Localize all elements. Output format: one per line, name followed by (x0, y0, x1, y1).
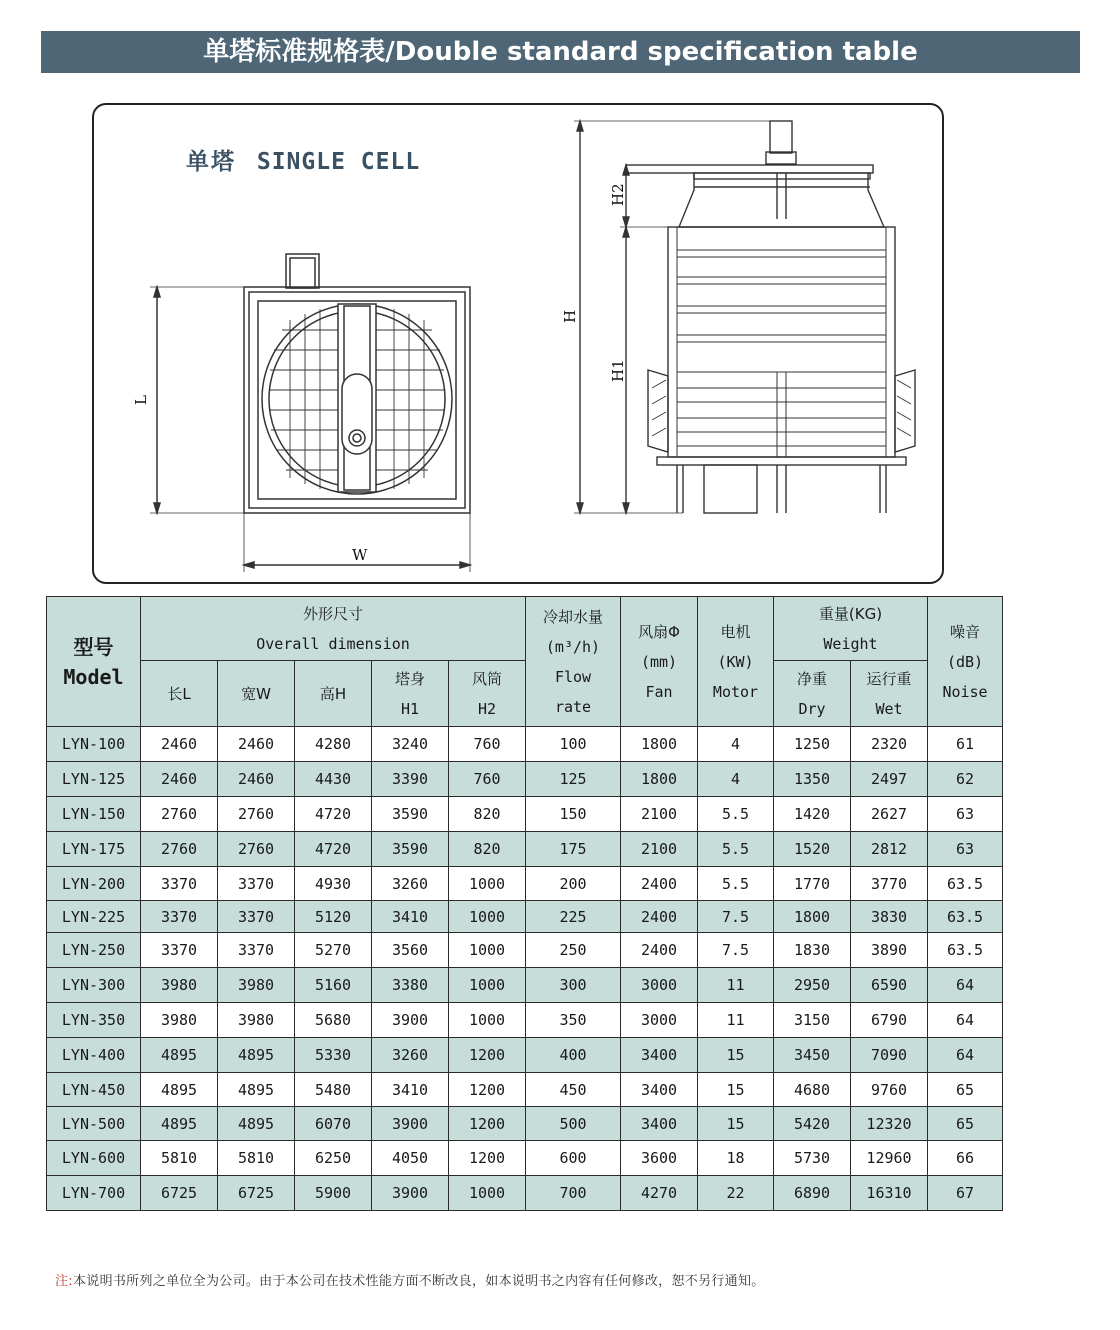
cell-h1: 3590 (372, 832, 449, 867)
cell-length: 3370 (141, 901, 218, 933)
cell-fan: 3000 (621, 968, 698, 1003)
cell-model: LYN-300 (47, 968, 141, 1003)
cell-fan: 3400 (621, 1073, 698, 1107)
cell-h2: 1200 (449, 1073, 526, 1107)
cell-model: LYN-400 (47, 1038, 141, 1073)
cell-length: 2760 (141, 832, 218, 867)
table-row (47, 727, 1003, 762)
header-h1-zh: 塔身 (394, 669, 425, 688)
header-width (218, 661, 295, 727)
cell-width: 2460 (218, 727, 295, 762)
cell-fan: 4270 (621, 1176, 698, 1211)
cell-noise: 63.5 (928, 933, 1003, 968)
cell-h1: 3390 (372, 762, 449, 797)
cell-dry-weight: 5730 (774, 1141, 851, 1176)
header-wet-en: Wet (875, 699, 903, 718)
cell-dry-weight: 3150 (774, 1003, 851, 1038)
cell-width: 2460 (218, 762, 295, 797)
cell-noise: 65 (928, 1073, 1003, 1107)
cell-motor: 5.5 (698, 832, 774, 867)
cell-motor: 15 (698, 1107, 774, 1141)
cell-wet-weight: 2320 (851, 727, 928, 762)
cell-model: LYN-175 (47, 832, 141, 867)
table-row (47, 1176, 1003, 1211)
cell-noise: 64 (928, 968, 1003, 1003)
page-title: 单塔标准规格表/Double standard specification table (203, 37, 918, 67)
cell-h2: 1000 (449, 901, 526, 933)
cell-width: 3980 (218, 968, 295, 1003)
cell-h2: 1000 (449, 867, 526, 901)
table-body (47, 727, 1003, 1211)
cell-dry-weight: 1830 (774, 933, 851, 968)
header-h1-en: H1 (400, 699, 420, 718)
cell-h2: 1000 (449, 933, 526, 968)
cell-noise: 67 (928, 1176, 1003, 1211)
header-fan-unit: (mm) (640, 652, 678, 671)
cell-width: 5810 (218, 1141, 295, 1176)
footer-note-mark: 注: (55, 1274, 73, 1289)
dim-label-h2: H2 (609, 183, 627, 206)
header-motor (698, 597, 774, 727)
table-row (47, 1073, 1003, 1107)
header-flow-rate (526, 597, 621, 727)
cell-model: LYN-100 (47, 727, 141, 762)
cell-motor: 15 (698, 1073, 774, 1107)
cell-width: 6725 (218, 1176, 295, 1211)
cell-length: 2460 (141, 727, 218, 762)
table-row (47, 1141, 1003, 1176)
cell-flow: 700 (526, 1176, 621, 1211)
table-header-row-1 (47, 597, 1003, 661)
cell-width: 4895 (218, 1038, 295, 1073)
cell-motor: 4 (698, 762, 774, 797)
cell-model: LYN-250 (47, 933, 141, 968)
cell-noise: 62 (928, 762, 1003, 797)
header-motor-en: Motor (712, 682, 759, 701)
table-row (47, 797, 1003, 832)
cell-noise: 63 (928, 797, 1003, 832)
cell-dry-weight: 5420 (774, 1107, 851, 1141)
cell-height: 5900 (295, 1176, 372, 1211)
dim-label-l: L (132, 395, 150, 405)
cell-width: 4895 (218, 1073, 295, 1107)
header-noise-unit: (dB) (946, 652, 984, 671)
cell-h1: 3260 (372, 1038, 449, 1073)
header-noise (928, 597, 1003, 727)
cell-dry-weight: 2950 (774, 968, 851, 1003)
cell-h2: 820 (449, 797, 526, 832)
cell-title-en: SINGLE CELL (256, 149, 421, 175)
cell-flow: 450 (526, 1073, 621, 1107)
cell-h2: 760 (449, 727, 526, 762)
cell-wet-weight: 6590 (851, 968, 928, 1003)
cell-noise: 64 (928, 1038, 1003, 1073)
header-fan-en: Fan (645, 682, 673, 701)
cell-dry-weight: 6890 (774, 1176, 851, 1211)
cell-motor: 11 (698, 1003, 774, 1038)
cell-height: 4280 (295, 727, 372, 762)
header-weight (774, 597, 928, 661)
cell-width: 3980 (218, 1003, 295, 1038)
cell-wet-weight: 6790 (851, 1003, 928, 1038)
cell-height: 5680 (295, 1003, 372, 1038)
cell-motor: 5.5 (698, 797, 774, 832)
header-h2-en: H2 (477, 699, 497, 718)
footer-note (55, 1270, 765, 1289)
cell-model: LYN-350 (47, 1003, 141, 1038)
cell-height: 6250 (295, 1141, 372, 1176)
cell-h2: 1200 (449, 1141, 526, 1176)
cell-fan: 2400 (621, 867, 698, 901)
header-fan (621, 597, 698, 727)
cell-h1: 3560 (372, 933, 449, 968)
cell-h1: 3240 (372, 727, 449, 762)
cell-flow: 400 (526, 1038, 621, 1073)
cell-height: 5480 (295, 1073, 372, 1107)
header-dry-en: Dry (798, 699, 826, 718)
cell-wet-weight: 2627 (851, 797, 928, 832)
cell-h2: 820 (449, 832, 526, 867)
cell-fan: 1800 (621, 762, 698, 797)
cell-title-zh: 单塔 (186, 149, 236, 175)
header-overall-dimension (141, 597, 526, 661)
cell-dry-weight: 1770 (774, 867, 851, 901)
cell-h1: 3380 (372, 968, 449, 1003)
tower-drawings (0, 0, 1120, 600)
header-weight-zh: 重量(KG) (818, 604, 883, 623)
cell-h1: 3410 (372, 1073, 449, 1107)
cell-fan: 2400 (621, 933, 698, 968)
cell-wet-weight: 3830 (851, 901, 928, 933)
cell-flow: 300 (526, 968, 621, 1003)
cell-length: 3370 (141, 867, 218, 901)
header-overall-en: Overall dimension (256, 634, 410, 653)
cell-height: 4720 (295, 832, 372, 867)
cell-motor: 4 (698, 727, 774, 762)
cell-motor: 11 (698, 968, 774, 1003)
cell-flow: 125 (526, 762, 621, 797)
cell-height: 5160 (295, 968, 372, 1003)
cell-width: 2760 (218, 832, 295, 867)
header-model (47, 597, 141, 727)
cell-noise: 63.5 (928, 867, 1003, 901)
header-overall-zh: 外形尺寸 (302, 604, 363, 623)
cell-dry-weight: 1520 (774, 832, 851, 867)
cell-h2: 1200 (449, 1038, 526, 1073)
header-noise-en: Noise (942, 682, 988, 701)
cell-model: LYN-700 (47, 1176, 141, 1211)
cell-motor: 18 (698, 1141, 774, 1176)
header-wet-zh: 运行重 (866, 669, 912, 688)
cell-motor: 22 (698, 1176, 774, 1211)
cell-fan: 3400 (621, 1107, 698, 1141)
cell-flow: 100 (526, 727, 621, 762)
cell-model: LYN-150 (47, 797, 141, 832)
cell-wet-weight: 3890 (851, 933, 928, 968)
cell-height: 4720 (295, 797, 372, 832)
cell-width: 4895 (218, 1107, 295, 1141)
table-row (47, 1038, 1003, 1073)
cell-model: LYN-125 (47, 762, 141, 797)
cell-flow: 500 (526, 1107, 621, 1141)
top-view-drawing (150, 254, 470, 572)
cell-dry-weight: 1800 (774, 901, 851, 933)
cell-length: 5810 (141, 1141, 218, 1176)
cell-h1: 4050 (372, 1141, 449, 1176)
cell-fan: 3000 (621, 1003, 698, 1038)
cell-height: 5330 (295, 1038, 372, 1073)
cell-motor: 5.5 (698, 867, 774, 901)
header-height-label: 高H (319, 685, 347, 703)
cell-fan: 2100 (621, 797, 698, 832)
header-weight-en: Weight (823, 634, 878, 653)
cell-motor: 15 (698, 1038, 774, 1073)
table-row (47, 968, 1003, 1003)
cell-noise: 63.5 (928, 901, 1003, 933)
cell-noise: 65 (928, 1107, 1003, 1141)
header-wet (851, 661, 928, 727)
cell-flow: 350 (526, 1003, 621, 1038)
header-flow-zh: 冷却水量 (542, 607, 603, 626)
cell-wet-weight: 12320 (851, 1107, 928, 1141)
specification-table (46, 596, 1003, 1211)
cell-motor: 7.5 (698, 901, 774, 933)
cell-height: 6070 (295, 1107, 372, 1141)
table-row (47, 1003, 1003, 1038)
cell-noise: 63 (928, 832, 1003, 867)
header-model-en: Model (63, 664, 124, 689)
cell-length: 3980 (141, 1003, 218, 1038)
cell-model: LYN-500 (47, 1107, 141, 1141)
side-view-drawing (574, 121, 915, 513)
cell-length: 2760 (141, 797, 218, 832)
header-h1 (372, 661, 449, 727)
cell-fan: 1800 (621, 727, 698, 762)
header-dry-zh: 净重 (796, 669, 827, 688)
header-flow-en-1: Flow (554, 667, 592, 686)
cell-wet-weight: 2812 (851, 832, 928, 867)
cell-h1: 3900 (372, 1107, 449, 1141)
cell-fan: 3400 (621, 1038, 698, 1073)
cell-width: 3370 (218, 867, 295, 901)
cell-dry-weight: 1250 (774, 727, 851, 762)
cell-length: 2460 (141, 762, 218, 797)
header-dry (774, 661, 851, 727)
cell-fan: 2100 (621, 832, 698, 867)
header-model-zh: 型号 (73, 634, 114, 659)
header-height (295, 661, 372, 727)
header-noise-zh: 噪音 (950, 622, 981, 641)
cell-h2: 1000 (449, 1003, 526, 1038)
header-width-label: 宽W (241, 685, 271, 703)
cell-h1: 3900 (372, 1003, 449, 1038)
header-flow-unit: (m³/h) (545, 637, 601, 656)
cell-h1: 3410 (372, 901, 449, 933)
cell-wet-weight: 3770 (851, 867, 928, 901)
cell-length: 4895 (141, 1073, 218, 1107)
table-row (47, 832, 1003, 867)
table-header-row-2 (47, 661, 1003, 727)
cell-length: 4895 (141, 1038, 218, 1073)
cell-h2: 1200 (449, 1107, 526, 1141)
cell-model: LYN-225 (47, 901, 141, 933)
cell-model: LYN-600 (47, 1141, 141, 1176)
cell-length: 6725 (141, 1176, 218, 1211)
header-fan-zh: 风扇Φ (638, 622, 680, 641)
cell-dry-weight: 1420 (774, 797, 851, 832)
cell-noise: 64 (928, 1003, 1003, 1038)
cell-flow: 150 (526, 797, 621, 832)
table-row (47, 901, 1003, 933)
cell-h1: 3590 (372, 797, 449, 832)
cell-model: LYN-200 (47, 867, 141, 901)
header-h2 (449, 661, 526, 727)
header-motor-unit: (KW) (717, 652, 754, 671)
table-row (47, 867, 1003, 901)
dim-label-h: H (561, 309, 579, 323)
dim-label-w: W (352, 546, 368, 564)
table-row (47, 933, 1003, 968)
cell-h2: 1000 (449, 1176, 526, 1211)
cell-width: 3370 (218, 933, 295, 968)
cell-flow: 250 (526, 933, 621, 968)
cell-wet-weight: 7090 (851, 1038, 928, 1073)
header-flow-en-2: rate (554, 697, 592, 716)
cell-length: 4895 (141, 1107, 218, 1141)
cell-wet-weight: 2497 (851, 762, 928, 797)
cell-flow: 225 (526, 901, 621, 933)
cell-motor: 7.5 (698, 933, 774, 968)
cell-noise: 66 (928, 1141, 1003, 1176)
cell-dry-weight: 1350 (774, 762, 851, 797)
header-length-label: 长L (167, 685, 191, 703)
cell-flow: 175 (526, 832, 621, 867)
cell-wet-weight: 9760 (851, 1073, 928, 1107)
cell-width: 3370 (218, 901, 295, 933)
cell-dry-weight: 4680 (774, 1073, 851, 1107)
header-h2-zh: 风筒 (471, 669, 502, 688)
cell-length: 3980 (141, 968, 218, 1003)
cell-height: 5270 (295, 933, 372, 968)
cell-width: 2760 (218, 797, 295, 832)
cell-fan: 2400 (621, 901, 698, 933)
cell-height: 4430 (295, 762, 372, 797)
cell-model: LYN-450 (47, 1073, 141, 1107)
cell-length: 3370 (141, 933, 218, 968)
header-length (141, 661, 218, 727)
cell-dry-weight: 3450 (774, 1038, 851, 1073)
dim-label-h1: H1 (609, 359, 627, 382)
cell-h2: 760 (449, 762, 526, 797)
cell-flow: 600 (526, 1141, 621, 1176)
cell-flow: 200 (526, 867, 621, 901)
cell-height: 5120 (295, 901, 372, 933)
cell-h2: 1000 (449, 968, 526, 1003)
table-row (47, 762, 1003, 797)
cell-h1: 3900 (372, 1176, 449, 1211)
cell-h1: 3260 (372, 867, 449, 901)
header-motor-zh: 电机 (720, 622, 751, 641)
table-row (47, 1107, 1003, 1141)
cell-wet-weight: 12960 (851, 1141, 928, 1176)
cell-noise: 61 (928, 727, 1003, 762)
footer-note-text: 本说明书所列之单位全为公司。由于本公司在技术性能方面不断改良，如本说明书之内容有任何修改，恕不另行通知。 (72, 1274, 765, 1289)
cell-fan: 3600 (621, 1141, 698, 1176)
cell-wet-weight: 16310 (851, 1176, 928, 1211)
cell-height: 4930 (295, 867, 372, 901)
